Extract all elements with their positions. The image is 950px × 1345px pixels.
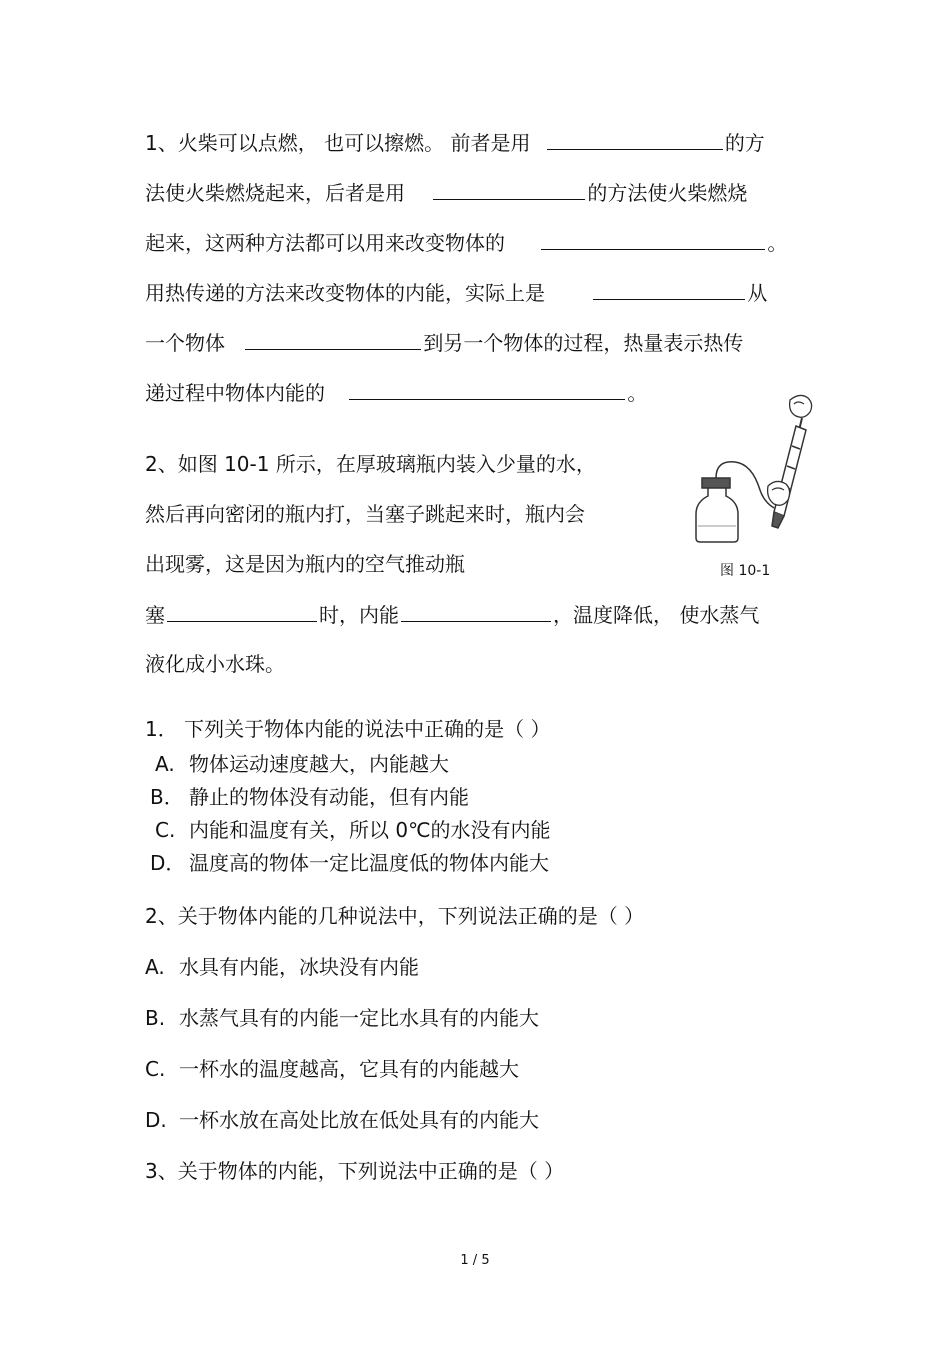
- glass-bottle: [696, 478, 738, 542]
- q2-line-2: 然后再向密闭的瓶内打，当塞子跳起来时，瓶内会: [145, 502, 585, 526]
- answer-blank[interactable]: [167, 601, 317, 622]
- option-letter: B．: [150, 785, 184, 809]
- q1-text: 递过程中物体内能的: [145, 381, 325, 405]
- q2-line-3: 出现雾，这是因为瓶内的空气推动瓶: [145, 552, 465, 576]
- q1-text: 用热传递的方法来改变物体的内能，实际上是: [145, 281, 545, 305]
- q1-line-2: [145, 179, 747, 206]
- option-text: 水蒸气具有的内能一定比水具有的内能大: [179, 1006, 539, 1030]
- option-text: 内能和温度有关，所以 0℃的水没有内能: [189, 818, 551, 842]
- option-text: 水具有内能，冰块没有内能: [179, 955, 419, 979]
- option-letter: A.: [145, 955, 165, 979]
- q2-text: ，温度降低， 使水蒸气: [553, 603, 760, 627]
- figure-caption: 图 10-1: [720, 563, 771, 579]
- q1-text: 起来，这两种方法都可以用来改变物体的: [145, 231, 505, 255]
- q2-text: 塞: [145, 603, 165, 627]
- option-text: 温度高的物体一定比温度低的物体内能大: [189, 851, 549, 875]
- answer-blank[interactable]: [401, 601, 551, 622]
- q1-text: 。: [627, 381, 648, 405]
- mc2-option-c[interactable]: [145, 1056, 519, 1082]
- mc1-option-d[interactable]: [150, 850, 549, 876]
- mc2-option-a[interactable]: [145, 954, 419, 980]
- answer-blank[interactable]: [245, 329, 421, 350]
- answer-blank[interactable]: [593, 279, 745, 300]
- q2-line-1: 2、如图 10-1 所示，在厚玻璃瓶内装入少量的水，: [145, 452, 596, 476]
- option-letter: D.: [145, 1108, 167, 1132]
- q1-text: 从: [747, 281, 768, 305]
- mc1-option-a[interactable]: [155, 751, 449, 777]
- q1-line-6: [145, 379, 647, 406]
- option-letter: B.: [145, 1006, 166, 1030]
- q1-line-1: [145, 129, 765, 156]
- air-pump: [772, 418, 806, 528]
- option-letter: C.: [155, 818, 176, 842]
- hand-bottom: [768, 481, 790, 505]
- bottle-pump-figure: [690, 390, 815, 585]
- page-number: 1 / 5: [460, 1253, 490, 1268]
- option-letter: C.: [145, 1057, 166, 1081]
- hand-top: [790, 395, 812, 417]
- q2-line-5: 液化成小水珠。: [145, 652, 285, 676]
- q1-text: 的方法使火柴燃烧: [587, 181, 748, 205]
- q1-text: 的方: [724, 131, 765, 155]
- q1-line-3: [145, 229, 787, 256]
- q1-text: 。: [767, 231, 788, 255]
- answer-blank[interactable]: [541, 229, 765, 250]
- mc1-option-b[interactable]: [150, 784, 469, 810]
- mc2-stem: 2、关于物体内能的几种说法中，下列说法正确的是（ ）: [145, 904, 645, 928]
- q1-text: 一个物体: [145, 331, 225, 355]
- q1-line-5: [145, 329, 743, 356]
- option-letter: D．: [150, 851, 186, 875]
- option-text: 物体运动速度越大，内能越大: [189, 752, 449, 776]
- option-text: 静止的物体没有动能，但有内能: [189, 785, 469, 809]
- mc3-stem: 3、关于物体的内能，下列说法中正确的是（ ）: [145, 1159, 565, 1183]
- mc2-option-b[interactable]: [145, 1005, 539, 1031]
- q2-text: 时，内能: [319, 603, 399, 627]
- q1-text: 到另一个物体的过程，热量表示热传: [423, 331, 744, 355]
- answer-blank[interactable]: [433, 179, 585, 200]
- q1-line-4: [145, 279, 767, 306]
- q1-text: 1、火柴可以点燃， 也可以擦燃。 前者是用: [145, 131, 531, 155]
- option-letter: A.: [155, 752, 175, 776]
- q2-line-4: [145, 601, 759, 628]
- answer-blank[interactable]: [349, 379, 625, 400]
- answer-blank[interactable]: [547, 129, 723, 150]
- option-text: 一杯水的温度越高，它具有的内能越大: [179, 1057, 519, 1081]
- mc1-stem: 1． 下列关于物体内能的说法中正确的是（ ）: [145, 717, 551, 741]
- mc2-option-d[interactable]: [145, 1107, 539, 1133]
- q1-text: 法使火柴燃烧起来，后者是用: [145, 181, 405, 205]
- option-text: 一杯水放在高处比放在低处具有的内能大: [179, 1108, 539, 1132]
- mc1-option-c[interactable]: [155, 817, 551, 843]
